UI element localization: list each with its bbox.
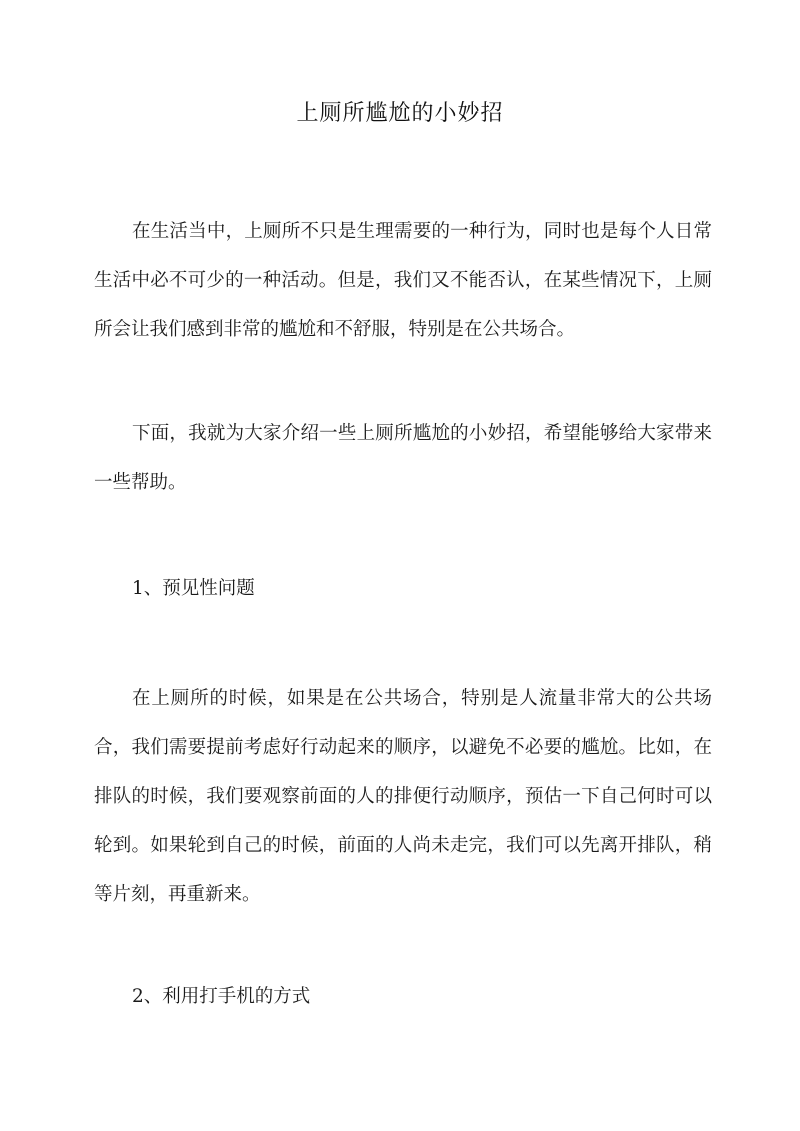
paragraph-intro: 在生活当中，上厕所不只是生理需要的一种行为，同时也是每个人日常生活中必不可少的一种活动。但是，我们又不能否认，在某些情况下，上厕所会让我们感到非常的尴尬和不舒服，特别是在公共场合。 bbox=[94, 221, 712, 340]
section-heading-2: 2、利用打手机的方式 bbox=[132, 986, 311, 1007]
document-title: 上厕所尴尬的小妙招 bbox=[296, 101, 504, 126]
paragraph-preface: 下面，我就为大家介绍一些上厕所尴尬的小妙招，希望能够给大家带来一些帮助。 bbox=[94, 423, 712, 493]
paragraph-section-1: 在上厕所的时候，如果是在公共场合，特别是人流量非常大的公共场合，我们需要提前考虑好行动起来的顺序，以避免不必要的尴尬。比如，在排队的时候，我们要观察前面的人的排便行动顺序，预估一下自己何时可以轮到。如果轮到自己的时候，前面的人尚未走完，我们可以先离开排队，稍等片刻，再重新来。 bbox=[94, 688, 712, 905]
section-heading-1: 1、预见性问题 bbox=[132, 578, 255, 599]
